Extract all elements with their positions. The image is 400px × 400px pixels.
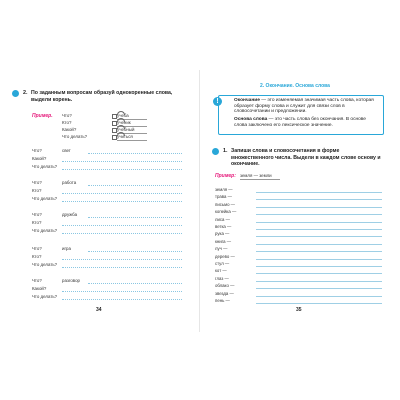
definition-ending — [234, 98, 378, 115]
word-item: луч — — [215, 246, 228, 252]
exclamation-icon: ! — [213, 97, 222, 106]
word-item: кот — — [215, 268, 227, 274]
word-item: ветка — — [215, 224, 232, 229]
example-question: Какой? — [62, 127, 77, 132]
example-answer: ученик — [117, 120, 131, 125]
question-label: Что? — [32, 180, 42, 185]
book-spread — [0, 70, 400, 332]
question-label: Что делать? — [32, 196, 58, 201]
question-label: Какой? — [32, 286, 47, 291]
example-label: Пример. — [32, 113, 53, 119]
given-word: разговор — [62, 278, 80, 283]
definition-stem-term: Основа слова — [234, 117, 268, 122]
word-item: облако — — [215, 283, 235, 289]
answer-underline — [117, 140, 147, 141]
answer-line[interactable] — [256, 288, 382, 289]
answer-line[interactable] — [88, 185, 182, 186]
example-answer: учебный — [117, 127, 135, 132]
word-item: рука — — [215, 231, 230, 237]
page-right — [200, 70, 400, 332]
answer-line[interactable] — [256, 303, 382, 304]
question-label: Что? — [32, 246, 42, 251]
answer-line[interactable] — [62, 225, 182, 226]
page-number: 35 — [296, 307, 302, 313]
page-number: 34 — [96, 307, 102, 313]
word-item: письмо — — [215, 201, 235, 207]
answer-line[interactable] — [256, 244, 382, 245]
page-left — [0, 70, 200, 332]
root-arc-icon — [117, 132, 125, 136]
question-label: Что делать? — [32, 294, 58, 299]
given-word: работа — [62, 180, 77, 185]
definition-stem — [234, 117, 378, 128]
example-text: земля — земли — [240, 173, 272, 178]
question-label: Что? — [32, 278, 42, 283]
example-question: Кто? — [62, 120, 72, 125]
answer-line[interactable] — [62, 299, 182, 300]
answer-line[interactable] — [256, 266, 382, 267]
exercise-task: По заданным вопросам образуй однокоренные слова, выдели корень. — [31, 90, 173, 103]
word-item: трава — — [215, 194, 232, 200]
root-arc-icon — [117, 118, 125, 122]
answer-line[interactable] — [88, 153, 182, 154]
question-label: Кто? — [32, 254, 42, 259]
word-item: звезда — — [215, 290, 234, 296]
word-item: земля — — [215, 187, 233, 192]
answer-line[interactable] — [256, 273, 382, 274]
answer-line[interactable] — [88, 283, 182, 284]
question-label: Какой? — [32, 156, 47, 161]
example-answer: учеба — [117, 113, 129, 118]
answer-line[interactable] — [256, 199, 382, 200]
answer-line[interactable] — [62, 259, 182, 260]
root-arc-icon — [117, 111, 125, 115]
word-item: лиса — — [215, 216, 230, 222]
definition-stem-text: — это часть слова без окончания. В основе слова заключено его лексическое значение. — [234, 117, 366, 128]
answer-line[interactable] — [256, 192, 382, 193]
answer-line[interactable] — [62, 169, 182, 170]
exercise-marker-icon — [212, 148, 219, 155]
question-label: Кто? — [32, 220, 42, 225]
word-item: книга — — [215, 238, 232, 244]
definition-ending-term: Окончание — [234, 98, 260, 103]
example-question: Что делать? — [62, 134, 88, 139]
given-word: дружба — [62, 212, 78, 217]
root-arc-icon — [117, 125, 125, 129]
answer-line[interactable] — [256, 222, 382, 223]
example-label: Пример: — [215, 173, 236, 179]
answer-line[interactable] — [62, 193, 182, 194]
exercise-marker-icon — [12, 90, 19, 97]
exercise-task: Запиши слова и словосочетания в форме множественного числа. Выдели в каждом слове основу и окончание. — [231, 148, 381, 168]
word-item: глаз — — [215, 275, 229, 281]
question-label: Что делать? — [32, 262, 58, 267]
given-word: свет — [62, 148, 71, 153]
answer-line[interactable] — [256, 251, 382, 252]
given-word: игра — [62, 246, 71, 251]
answer-line[interactable] — [256, 259, 382, 260]
word-item: пень — — [215, 298, 230, 303]
answer-line[interactable] — [88, 217, 182, 218]
example-question: Что? — [62, 113, 72, 118]
answer-line[interactable] — [62, 291, 182, 292]
answer-line[interactable] — [256, 207, 382, 208]
example-answer: учиться — [117, 134, 133, 139]
exercise-number: 1. — [223, 148, 228, 154]
answer-line[interactable] — [62, 201, 182, 202]
answer-line[interactable] — [62, 161, 182, 162]
definition-ending-text: — это изменяемая значимая часть слова, которая образует форму слова и служит для связи слов в словосочетании и предложении. — [234, 98, 374, 115]
answer-line[interactable] — [256, 229, 382, 230]
answer-line[interactable] — [256, 214, 382, 215]
question-label: Что делать? — [32, 164, 58, 169]
exercise-number: 2. — [23, 90, 28, 96]
question-label: Что? — [32, 212, 42, 217]
section-title: 2. Окончание. Основа слова — [260, 83, 330, 89]
question-label: Что? — [32, 148, 42, 153]
word-item: копейка — — [215, 209, 237, 215]
question-label: Что делать? — [32, 228, 58, 233]
answer-line[interactable] — [256, 296, 382, 297]
answer-line[interactable] — [62, 233, 182, 234]
answer-line[interactable] — [62, 267, 182, 268]
word-item: стул — — [215, 261, 230, 266]
answer-line[interactable] — [256, 236, 382, 237]
answer-line[interactable] — [88, 251, 182, 252]
question-label: Кто? — [32, 188, 42, 193]
example-underline — [240, 179, 280, 180]
answer-line[interactable] — [256, 281, 382, 282]
word-item: дерево — — [215, 253, 235, 259]
